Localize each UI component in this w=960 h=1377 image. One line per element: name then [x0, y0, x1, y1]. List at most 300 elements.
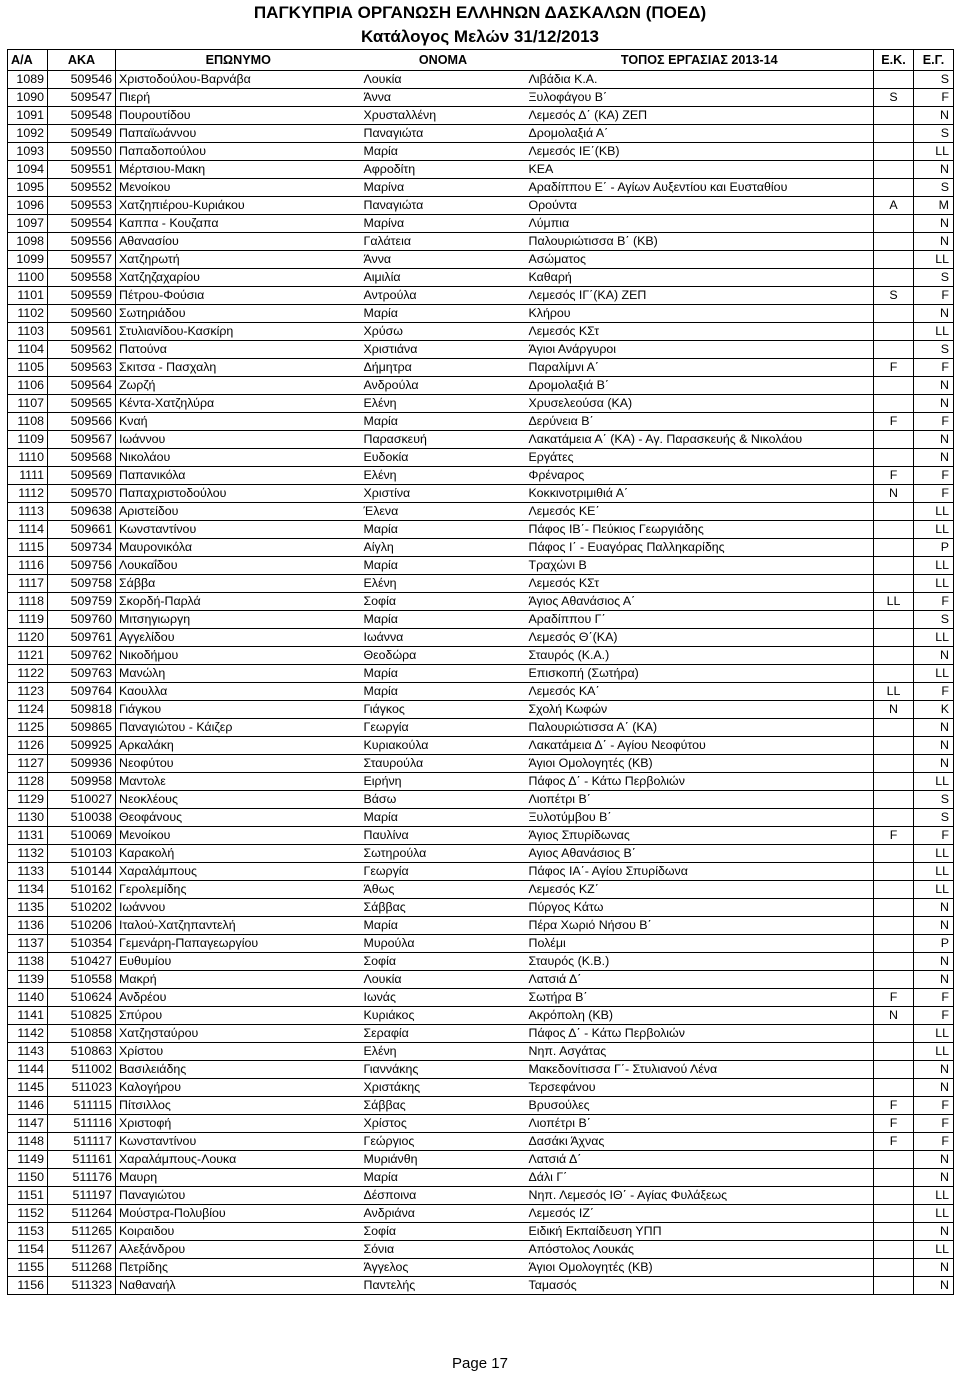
cell-place: Άγιοι Ομολογητές (ΚΒ) [526, 755, 874, 773]
cell-ek [874, 269, 914, 287]
cell-eg: S [914, 611, 954, 629]
page-title: ΠΑΓΚΥΠΡΙΑ ΟΡΓΑΝΩΣΗ ΕΛΛΗΝΩΝ ΔΑΣΚΑΛΩΝ (ΠΟΕΔ) [253, 3, 707, 22]
cell-place: Λεμεσός ΙΖ΄ [526, 1205, 874, 1223]
cell-place: Παλουριώτισσα Β΄ (ΚΒ) [526, 233, 874, 251]
cell-place: Ξυλοτύμβου Β΄ [526, 809, 874, 827]
cell-surname: Σκιτσα - Πασχαλη [116, 359, 361, 377]
cell-ek [874, 1277, 914, 1295]
cell-place: Νηπ. Λεμεσός ΙΘ΄ - Αγίας Φυλάξεως [526, 1187, 874, 1205]
cell-eg: N [914, 1079, 954, 1097]
cell-ek [874, 881, 914, 899]
cell-place: Δάλι Γ΄ [526, 1169, 874, 1187]
cell-aa: 1098 [8, 233, 48, 251]
table-row [8, 1205, 954, 1223]
cell-name: Μαρία [361, 413, 526, 431]
cell-place: Λεμεσός ΚΣτ [526, 575, 874, 593]
cell-aa: 1121 [8, 647, 48, 665]
table-row [8, 737, 954, 755]
table-row [8, 1151, 954, 1169]
cell-aka: 509564 [48, 377, 116, 395]
cell-place: Φρέναρος [526, 467, 874, 485]
cell-aka: 509759 [48, 593, 116, 611]
cell-place: Λεμεσός ΚΖ΄ [526, 881, 874, 899]
cell-place: Λιοπέτρι Β΄ [526, 1115, 874, 1133]
cell-place: Λιοπέτρι Β΄ [526, 791, 874, 809]
cell-surname: Νικοδήμου [116, 647, 361, 665]
cell-place: Χρυσελεούσα (ΚΑ) [526, 395, 874, 413]
cell-surname: Μαυρονικόλα [116, 539, 361, 557]
cell-aa: 1122 [8, 665, 48, 683]
cell-aka: 510206 [48, 917, 116, 935]
cell-aka: 510027 [48, 791, 116, 809]
cell-ek [874, 431, 914, 449]
members-table [7, 49, 954, 1295]
cell-aa: 1153 [8, 1223, 48, 1241]
cell-aa: 1104 [8, 341, 48, 359]
cell-surname: Ανδρέου [116, 989, 361, 1007]
cell-name: Χριστάκης [361, 1079, 526, 1097]
cell-ek [874, 305, 914, 323]
cell-aa: 1110 [8, 449, 48, 467]
cell-place: Πάφος ΙΒ΄- Πεύκιος Γεωργιάδης [526, 521, 874, 539]
cell-surname: Σκορδή-Παρλά [116, 593, 361, 611]
cell-aka: 509560 [48, 305, 116, 323]
cell-aa: 1125 [8, 719, 48, 737]
cell-ek [874, 719, 914, 737]
cell-place: Κλήρου [526, 305, 874, 323]
table-row [8, 593, 954, 611]
cell-aa: 1119 [8, 611, 48, 629]
cell-surname: Χατζησταύρου [116, 1025, 361, 1043]
cell-surname: Αθανασίου [116, 233, 361, 251]
cell-aa: 1105 [8, 359, 48, 377]
col-header-surname: ΕΠΩΝΥΜΟ [116, 50, 361, 71]
cell-ek [874, 791, 914, 809]
cell-aka: 511117 [48, 1133, 116, 1151]
cell-surname: Χατζηρωτή [116, 251, 361, 269]
cell-aa: 1123 [8, 683, 48, 701]
cell-eg: N [914, 449, 954, 467]
cell-eg: LL [914, 1187, 954, 1205]
cell-ek: N [874, 1007, 914, 1025]
cell-name: Ιωάννα [361, 629, 526, 647]
cell-name: Βάσω [361, 791, 526, 809]
cell-aka: 509558 [48, 269, 116, 287]
cell-aka: 509661 [48, 521, 116, 539]
cell-aa: 1103 [8, 323, 48, 341]
cell-aa: 1140 [8, 989, 48, 1007]
cell-aka: 510103 [48, 845, 116, 863]
cell-surname: Χρίστου [116, 1043, 361, 1061]
cell-aka: 510354 [48, 935, 116, 953]
cell-name: Ιωνάς [361, 989, 526, 1007]
cell-name: Μαρία [361, 521, 526, 539]
cell-eg: N [914, 647, 954, 665]
table-row [8, 701, 954, 719]
cell-surname: Κναή [116, 413, 361, 431]
cell-ek: F [874, 1115, 914, 1133]
cell-ek [874, 917, 914, 935]
table-row [8, 845, 954, 863]
cell-surname: Χατζηπιέρου-Κυριάκου [116, 197, 361, 215]
cell-aka: 509556 [48, 233, 116, 251]
cell-aa: 1135 [8, 899, 48, 917]
cell-surname: Νεοφύτου [116, 755, 361, 773]
table-row [8, 179, 954, 197]
cell-ek [874, 647, 914, 665]
cell-aka: 509761 [48, 629, 116, 647]
cell-aka: 509551 [48, 161, 116, 179]
cell-aa: 1143 [8, 1043, 48, 1061]
table-row [8, 305, 954, 323]
cell-surname: Παπαϊωάννου [116, 125, 361, 143]
cell-ek [874, 1259, 914, 1277]
cell-ek [874, 107, 914, 125]
cell-place: Άγιος Αθανάσιος Α΄ [526, 593, 874, 611]
cell-place: Ασώματος [526, 251, 874, 269]
cell-name: Θεοδώρα [361, 647, 526, 665]
cell-name: Κυριάκος [361, 1007, 526, 1025]
cell-eg: N [914, 1169, 954, 1187]
table-row [8, 161, 954, 179]
cell-ek [874, 323, 914, 341]
table-row [8, 485, 954, 503]
table-row [8, 107, 954, 125]
cell-eg: N [914, 737, 954, 755]
cell-eg: N [914, 215, 954, 233]
cell-eg: LL [914, 845, 954, 863]
cell-place: Άγιος Σπυρίδωνας [526, 827, 874, 845]
cell-name: Μαρίνα [361, 179, 526, 197]
cell-aka: 509958 [48, 773, 116, 791]
cell-eg: N [914, 1223, 954, 1241]
cell-eg: LL [914, 557, 954, 575]
cell-surname: Αγγελίδου [116, 629, 361, 647]
cell-aka: 509756 [48, 557, 116, 575]
cell-aa: 1155 [8, 1259, 48, 1277]
cell-aa: 1151 [8, 1187, 48, 1205]
cell-eg: N [914, 1259, 954, 1277]
cell-name: Αφροδίτη [361, 161, 526, 179]
cell-name: Ανδριάνα [361, 1205, 526, 1223]
table-row [8, 1025, 954, 1043]
table-row [8, 413, 954, 431]
table-row [8, 233, 954, 251]
cell-aa: 1100 [8, 269, 48, 287]
table-row [8, 1133, 954, 1151]
cell-surname: Παναγιώτου [116, 1187, 361, 1205]
cell-eg: P [914, 935, 954, 953]
cell-ek [874, 395, 914, 413]
cell-aka: 509760 [48, 611, 116, 629]
cell-surname: Αρκαλάκη [116, 737, 361, 755]
cell-aa: 1134 [8, 881, 48, 899]
cell-aa: 1141 [8, 1007, 48, 1025]
cell-aa: 1148 [8, 1133, 48, 1151]
table-row [8, 503, 954, 521]
cell-name: Σεραφία [361, 1025, 526, 1043]
cell-surname: Μακρή [116, 971, 361, 989]
cell-eg: S [914, 341, 954, 359]
cell-eg: K [914, 701, 954, 719]
cell-place: Πάφος Δ΄ - Κάτω Περβολιών [526, 1025, 874, 1043]
cell-ek [874, 1079, 914, 1097]
cell-ek [874, 71, 914, 89]
cell-ek [874, 377, 914, 395]
cell-surname: Ευθυμίου [116, 953, 361, 971]
col-header-name: ΟΝΟΜΑ [361, 50, 526, 71]
cell-ek [874, 863, 914, 881]
cell-eg: N [914, 953, 954, 971]
cell-place: Πάφος ΙΑ΄- Αγίου Σπυρίδωνα [526, 863, 874, 881]
cell-place: Τραχώνι Β [526, 557, 874, 575]
cell-place: Λιβάδια Κ.Α. [526, 71, 874, 89]
cell-aka: 509562 [48, 341, 116, 359]
cell-ek [874, 1241, 914, 1259]
cell-eg: LL [914, 1241, 954, 1259]
cell-place: Λεμεσός ΚΑ΄ [526, 683, 874, 701]
cell-surname: Πίτσιλλος [116, 1097, 361, 1115]
cell-name: Μαρία [361, 611, 526, 629]
cell-eg: LL [914, 575, 954, 593]
cell-eg: F [914, 485, 954, 503]
cell-place: Λεμεσός ΚΕ΄ [526, 503, 874, 521]
cell-eg: LL [914, 863, 954, 881]
cell-place: Πάφος Δ΄ - Κάτω Περβολιών [526, 773, 874, 791]
table-row [8, 755, 954, 773]
cell-surname: Γερολεμίδης [116, 881, 361, 899]
cell-name: Ελένη [361, 575, 526, 593]
cell-place: Παλουριώτισσα Α΄ (ΚΑ) [526, 719, 874, 737]
cell-place: Λύμπια [526, 215, 874, 233]
cell-aa: 1111 [8, 467, 48, 485]
cell-aka: 511267 [48, 1241, 116, 1259]
cell-ek [874, 143, 914, 161]
cell-aa: 1115 [8, 539, 48, 557]
cell-place: Δερύνεια Β΄ [526, 413, 874, 431]
table-row [8, 557, 954, 575]
cell-aa: 1102 [8, 305, 48, 323]
cell-name: Άννα [361, 251, 526, 269]
cell-aa: 1128 [8, 773, 48, 791]
cell-ek: N [874, 701, 914, 719]
cell-surname: Αλεξάνδρου [116, 1241, 361, 1259]
cell-ek [874, 899, 914, 917]
cell-aka: 509865 [48, 719, 116, 737]
cell-eg: LL [914, 629, 954, 647]
cell-eg: F [914, 89, 954, 107]
cell-eg: F [914, 1007, 954, 1025]
cell-aka: 509559 [48, 287, 116, 305]
cell-aka: 511002 [48, 1061, 116, 1079]
cell-aa: 1089 [8, 71, 48, 89]
cell-name: Μαρία [361, 305, 526, 323]
cell-eg: N [914, 971, 954, 989]
cell-name: Μαρία [361, 557, 526, 575]
cell-aka: 511265 [48, 1223, 116, 1241]
cell-aka: 509549 [48, 125, 116, 143]
cell-aa: 1133 [8, 863, 48, 881]
cell-eg: N [914, 1277, 954, 1295]
cell-aka: 509557 [48, 251, 116, 269]
cell-place: Μακεδονίτισσα Γ΄- Στυλιανού Λένα [526, 1061, 874, 1079]
cell-eg: S [914, 179, 954, 197]
cell-eg: F [914, 683, 954, 701]
cell-surname: Ιωάννου [116, 899, 361, 917]
cell-place: Δρομολαξιά Β΄ [526, 377, 874, 395]
cell-aka: 510069 [48, 827, 116, 845]
table-row [8, 629, 954, 647]
cell-place: Πάφος Ι΄ - Ευαγόρας Παλληκαρίδης [526, 539, 874, 557]
cell-aka: 509552 [48, 179, 116, 197]
cell-eg: N [914, 719, 954, 737]
cell-ek: F [874, 413, 914, 431]
cell-name: Λουκία [361, 971, 526, 989]
cell-place: Λεμεσός Δ΄ (ΚΑ) ΖΕΠ [526, 107, 874, 125]
cell-ek [874, 737, 914, 755]
cell-ek [874, 935, 914, 953]
cell-place: Λεμεσός ΙΕ΄(ΚΒ) [526, 143, 874, 161]
cell-aka: 511268 [48, 1259, 116, 1277]
table-row [8, 1169, 954, 1187]
table-header-row [8, 50, 954, 71]
table-row [8, 1259, 954, 1277]
cell-name: Σοφία [361, 593, 526, 611]
cell-name: Παναγιώτα [361, 125, 526, 143]
cell-eg: S [914, 71, 954, 89]
cell-surname: Θεοφάνους [116, 809, 361, 827]
table-row [8, 1277, 954, 1295]
cell-name: Γιάγκος [361, 701, 526, 719]
table-row [8, 431, 954, 449]
cell-surname: Βασιλειάδης [116, 1061, 361, 1079]
cell-aka: 509734 [48, 539, 116, 557]
cell-eg: LL [914, 251, 954, 269]
cell-place: Λεμεσός ΚΣτ [526, 323, 874, 341]
cell-surname: Πουρουτίδου [116, 107, 361, 125]
cell-eg: N [914, 377, 954, 395]
cell-surname: Αριστείδου [116, 503, 361, 521]
cell-eg: LL [914, 323, 954, 341]
table-row [8, 1115, 954, 1133]
cell-aka: 511116 [48, 1115, 116, 1133]
cell-ek: A [874, 197, 914, 215]
cell-surname: Χαραλάμπους [116, 863, 361, 881]
cell-aka: 509566 [48, 413, 116, 431]
cell-surname: Μέρτσιου-Μακη [116, 161, 361, 179]
cell-name: Χρίστος [361, 1115, 526, 1133]
cell-place: Λατσιά Δ΄ [526, 1151, 874, 1169]
table-row [8, 1187, 954, 1205]
table-row [8, 89, 954, 107]
cell-surname: Κωνσταντίνου [116, 521, 361, 539]
cell-surname: Παπαχριστοδούλου [116, 485, 361, 503]
cell-name: Σάββας [361, 899, 526, 917]
cell-aka: 510825 [48, 1007, 116, 1025]
cell-name: Δήμητρα [361, 359, 526, 377]
table-row [8, 395, 954, 413]
table-row [8, 611, 954, 629]
cell-ek: S [874, 287, 914, 305]
cell-surname: Πέτρου-Φούσια [116, 287, 361, 305]
cell-ek [874, 341, 914, 359]
cell-place: Καθαρή [526, 269, 874, 287]
cell-place: Παραλίμνι Α΄ [526, 359, 874, 377]
cell-name: Παντελής [361, 1277, 526, 1295]
cell-aka: 509553 [48, 197, 116, 215]
cell-surname: Παπαδοπούλου [116, 143, 361, 161]
page-number: Page 17 [452, 1355, 508, 1372]
cell-place: Ταμασός [526, 1277, 874, 1295]
cell-aka: 509936 [48, 755, 116, 773]
cell-eg: N [914, 431, 954, 449]
cell-ek [874, 125, 914, 143]
cell-aka: 510144 [48, 863, 116, 881]
cell-name: Γεωργία [361, 719, 526, 737]
cell-aa: 1138 [8, 953, 48, 971]
cell-name: Σοφία [361, 1223, 526, 1241]
cell-name: Μαρίνα [361, 215, 526, 233]
cell-name: Γαλάτεια [361, 233, 526, 251]
cell-ek [874, 953, 914, 971]
cell-ek [874, 233, 914, 251]
table-row [8, 377, 954, 395]
cell-name: Μαρία [361, 143, 526, 161]
table-row [8, 467, 954, 485]
cell-name: Άθως [361, 881, 526, 899]
cell-place: Ξυλοφάγου Β΄ [526, 89, 874, 107]
cell-eg: LL [914, 665, 954, 683]
cell-place: Κοκκινοτριμιθιά Α΄ [526, 485, 874, 503]
cell-aka: 509561 [48, 323, 116, 341]
cell-aka: 510863 [48, 1043, 116, 1061]
cell-aa: 1142 [8, 1025, 48, 1043]
cell-name: Αντρούλα [361, 287, 526, 305]
cell-name: Μαρία [361, 917, 526, 935]
cell-aa: 1091 [8, 107, 48, 125]
cell-aa: 1132 [8, 845, 48, 863]
cell-place: Σταυρός (Κ.Β.) [526, 953, 874, 971]
cell-eg: N [914, 107, 954, 125]
cell-surname: Μιτσηγιωργη [116, 611, 361, 629]
cell-place: Άγιοι Ανάργυροι [526, 341, 874, 359]
cell-name: Ελένη [361, 395, 526, 413]
table-row [8, 989, 954, 1007]
cell-ek [874, 611, 914, 629]
cell-aka: 510162 [48, 881, 116, 899]
cell-aa: 1113 [8, 503, 48, 521]
cell-eg: LL [914, 881, 954, 899]
cell-surname: Πετρίδης [116, 1259, 361, 1277]
cell-name: Ανδρούλα [361, 377, 526, 395]
cell-name: Μαρία [361, 809, 526, 827]
cell-ek [874, 1205, 914, 1223]
cell-aka: 509764 [48, 683, 116, 701]
table-row [8, 125, 954, 143]
page-subtitle: Κατάλογος Μελών 31/12/2013 [360, 27, 600, 46]
cell-name: Μυριάνθη [361, 1151, 526, 1169]
cell-name: Χριστίνα [361, 485, 526, 503]
table-row [8, 521, 954, 539]
cell-aa: 1152 [8, 1205, 48, 1223]
col-header-eg: Ε.Γ. [914, 50, 954, 71]
cell-place: Βρυσούλες [526, 1097, 874, 1115]
cell-ek [874, 557, 914, 575]
cell-aka: 509569 [48, 467, 116, 485]
cell-eg: LL [914, 521, 954, 539]
cell-eg: F [914, 1097, 954, 1115]
cell-surname: Σπύρου [116, 1007, 361, 1025]
